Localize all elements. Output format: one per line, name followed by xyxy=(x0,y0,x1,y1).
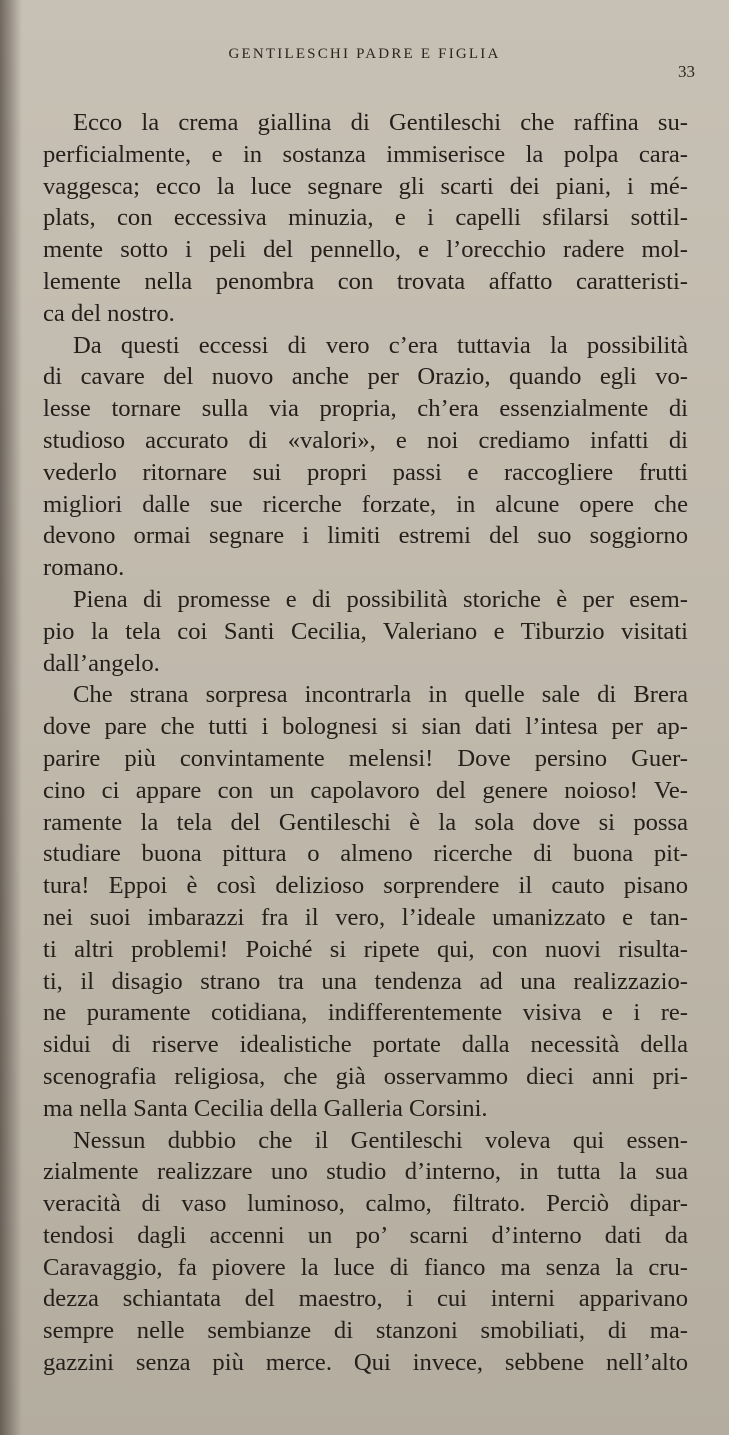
text-line: ca del nostro. xyxy=(43,299,175,327)
gutter-shadow xyxy=(0,0,22,1435)
text-line: lemente nella penombra con trovata affatto caratteristi- xyxy=(43,267,688,295)
text-line: perficialmente, e in sostanza immiserisce la polpa cara- xyxy=(43,140,688,168)
text-line: plats, con eccessiva minuzia, e i capelli sfilarsi sottil- xyxy=(43,204,688,232)
text-line: Da questi eccessi di vero c’era tuttavia la possibilità xyxy=(73,331,688,359)
text-line: Caravaggio, fa piovere la luce di fianco ma senza la cru- xyxy=(43,1253,688,1281)
text-line: ti, il disagio strano tra una tendenza ad una realizzazio- xyxy=(43,967,688,995)
page-number: 33 xyxy=(678,62,695,81)
text-line: sempre nelle sembianze di stanzoni smobiliati, di ma- xyxy=(43,1317,688,1345)
text-line: gazzini senza più merce. Qui invece, sebbene nell’alto xyxy=(43,1349,688,1377)
text-line: tura! Eppoi è così delizioso sorprendere il cauto pisano xyxy=(43,872,688,900)
text-line: mente sotto i peli del pennello, e l’orecchio radere mol- xyxy=(43,236,688,264)
text-line: vaggesca; ecco la luce segnare gli scarti dei piani, i mé- xyxy=(43,172,688,200)
text-line: sidui di riserve idealistiche portate dalla necessità della xyxy=(43,1031,688,1059)
text-line: dove pare che tutti i bolognesi si sian dati l’intesa per ap- xyxy=(43,713,688,741)
text-line: ramente la tela del Gentileschi è la sola dove si possa xyxy=(43,808,688,836)
text-line: romano. xyxy=(43,554,125,582)
body-text xyxy=(43,107,688,1379)
text-line: Nessun dubbio che il Gentileschi voleva qui essen- xyxy=(73,1126,688,1154)
text-line: dall’angelo. xyxy=(43,649,160,677)
text-line: scenografia religiosa, che già osservammo dieci anni pri- xyxy=(43,1062,688,1090)
text-line: di cavare del nuovo anche per Orazio, quando egli vo- xyxy=(43,363,688,391)
text-line: Ecco la crema giallina di Gentileschi che raffina su- xyxy=(73,109,688,136)
text-line: zialmente realizzare uno studio d’interno, in tutta la sua xyxy=(43,1158,688,1186)
text-line: Piena di promesse e di possibilità storiche è per esem- xyxy=(73,585,688,613)
text-line: studiare buona pittura o almeno ricerche di buona pit- xyxy=(43,840,688,868)
text-line: studioso accurato di «valori», e noi crediamo infatti di xyxy=(43,426,688,454)
text-line: ne puramente cotidiana, indifferentemente visiva e i re- xyxy=(43,999,688,1027)
text-line: Che strana sorpresa incontrarla in quelle sale di Brera xyxy=(73,681,688,709)
text-line: lesse tornare sulla via propria, ch’era essenzialmente di xyxy=(43,395,688,423)
text-line: veracità di vaso luminoso, calmo, filtrato. Perciò dipar- xyxy=(43,1190,688,1218)
running-title: GENTILESCHI PADRE E FIGLIA xyxy=(228,46,501,62)
text-line: ma nella Santa Cecilia della Galleria Corsini. xyxy=(43,1094,488,1122)
text-line: nei suoi imbarazzi fra il vero, l’ideale umanizzato e tan- xyxy=(43,903,688,931)
text-line: vederlo ritornare sui propri passi e raccogliere frutti xyxy=(43,458,688,486)
text-line: tendosi dagli accenni un po’ scarni d’interno dati da xyxy=(43,1221,688,1249)
text-line: ti altri problemi! Poiché si ripete qui, con nuovi risulta- xyxy=(43,935,688,963)
text-line: migliori dalle sue ricerche forzate, in alcune opere che xyxy=(43,490,688,518)
text-line: devono ormai segnare i limiti estremi del suo soggiorno xyxy=(43,522,688,550)
text-line: cino ci appare con un capolavoro del genere noioso! Ve- xyxy=(43,776,688,804)
text-line: parire più convintamente melensi! Dove persino Guer- xyxy=(43,744,688,772)
text-line: pio la tela coi Santi Cecilia, Valeriano e Tiburzio visitati xyxy=(43,617,688,645)
text-line: dezza schiantata del maestro, i cui interni apparivano xyxy=(43,1285,688,1313)
